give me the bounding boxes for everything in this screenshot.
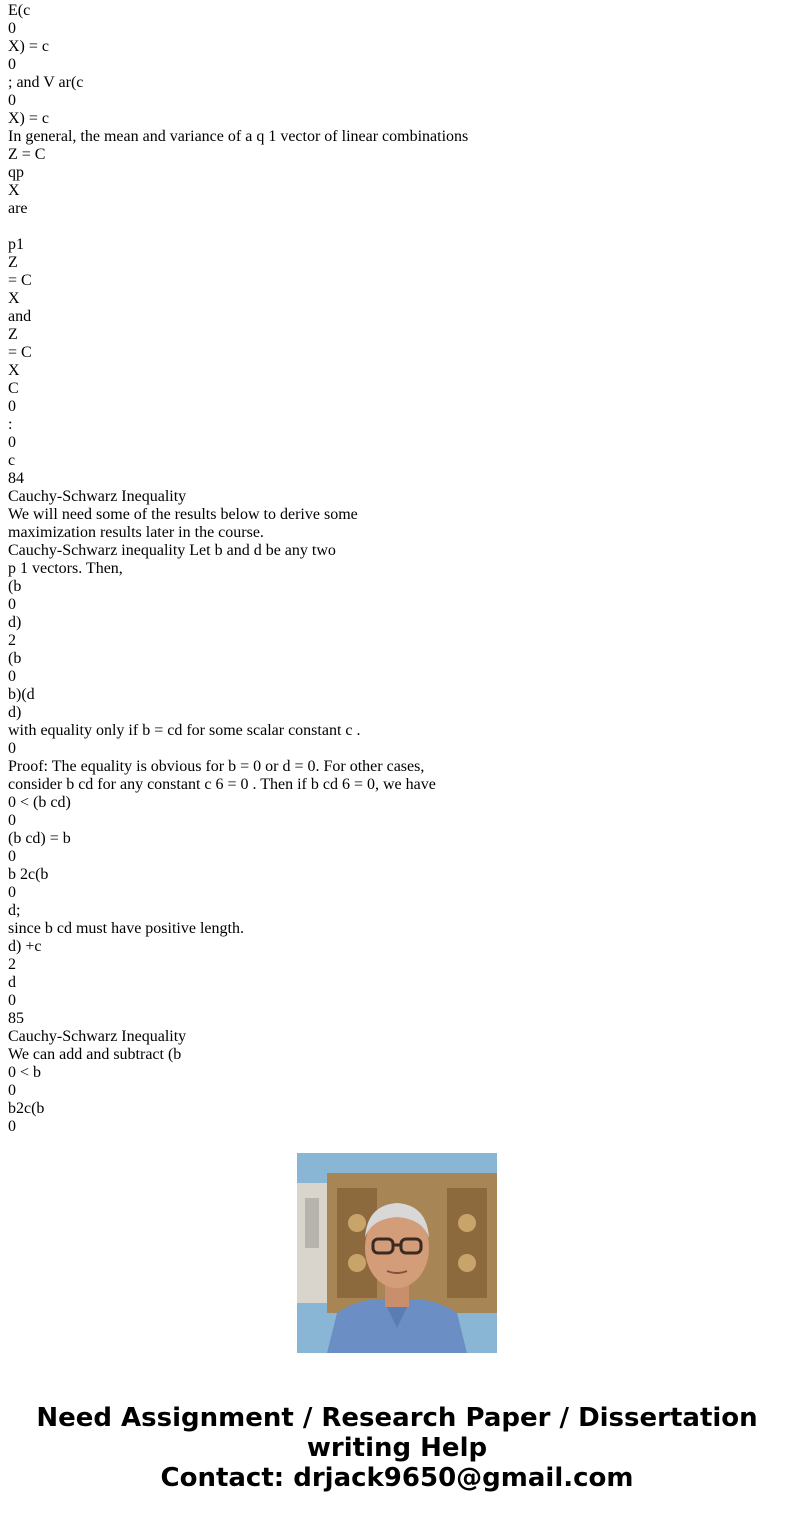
text-line: c (8, 452, 16, 469)
text-line: b 2c(b (8, 866, 49, 883)
text-line: X) = c (8, 38, 50, 55)
text-line: : (8, 416, 13, 433)
promo-headline: Need Assignment / Research Paper / Dissertation (36, 1403, 758, 1433)
text-line: d; (8, 902, 21, 919)
text-line: X (8, 182, 20, 199)
text-line: ; and V ar(c (8, 74, 84, 91)
text-line: 0 (8, 992, 16, 1009)
text-line: = C (8, 272, 32, 289)
text-line: qp (8, 164, 24, 181)
text-line: (b (8, 650, 22, 667)
text-line: are (8, 200, 28, 217)
text-line: = C (8, 344, 32, 361)
text-line: X) = c (8, 110, 50, 127)
text-line: 0 (8, 668, 16, 685)
text-line: 0 < b (8, 1064, 42, 1081)
text-line: 0 < (b cd) (8, 794, 71, 811)
text-line: 0 (8, 434, 16, 451)
text-line: 0 (8, 20, 16, 37)
text-line: We will need some of the results below to derive some (8, 506, 358, 523)
contact-email[interactable]: Contact: drjack9650@gmail.com (160, 1463, 634, 1493)
text-line (8, 218, 788, 236)
text-line: E(c (8, 2, 31, 19)
text-line: 2 (8, 632, 16, 649)
text-line: 84 (8, 470, 24, 487)
text-line: 0 (8, 1082, 16, 1099)
text-line: 85 (8, 1010, 24, 1027)
text-line: d) (8, 704, 22, 721)
text-line: and (8, 308, 32, 325)
text-line: since b cd must have positive length. (8, 920, 244, 937)
text-line: Z = C (8, 146, 46, 163)
text-line: d (8, 974, 16, 991)
text-line: Z (8, 326, 18, 343)
document-text (8, 2, 788, 1135)
text-line: 0 (8, 92, 16, 109)
text-line: consider b cd for any constant c 6 = 0 . Then if b cd 6 = 0, we have (8, 776, 436, 793)
text-line: 0 (8, 884, 16, 901)
text-line: d) (8, 614, 22, 631)
text-line: In general, the mean and variance of a q 1 vector of linear combinations (8, 128, 469, 145)
text-line: 0 (8, 848, 16, 865)
text-line: 0 (8, 812, 16, 829)
text-line: X (8, 362, 20, 379)
promo-subheadline: writing Help (306, 1433, 488, 1463)
text-line: p1 (8, 236, 24, 253)
text-line: 0 (8, 398, 16, 415)
text-line: with equality only if b = cd for some scalar constant c . (8, 722, 361, 739)
text-line: 0 (8, 596, 16, 613)
text-line: Cauchy-Schwarz Inequality (8, 488, 187, 505)
contact-banner (0, 1403, 794, 1493)
text-line: 0 (8, 1118, 16, 1135)
text-line: d) +c (8, 938, 42, 955)
text-line: C (8, 380, 19, 397)
text-line: We can add and subtract (b (8, 1046, 182, 1063)
person-photo-icon (297, 1153, 497, 1353)
text-line: b)(d (8, 686, 35, 703)
text-line: (b cd) = b (8, 830, 71, 847)
text-line: Proof: The equality is obvious for b = 0 or d = 0. For other cases, (8, 758, 425, 775)
text-line: Cauchy-Schwarz inequality Let b and d be any two (8, 542, 336, 559)
text-line: b2c(b (8, 1100, 45, 1117)
text-line: 2 (8, 956, 16, 973)
text-line: p 1 vectors. Then, (8, 560, 123, 577)
author-photo (297, 1153, 497, 1353)
text-line: 0 (8, 740, 16, 757)
text-line: Z (8, 254, 18, 271)
text-line: X (8, 290, 20, 307)
text-line: maximization results later in the course. (8, 524, 264, 541)
text-line: 0 (8, 56, 16, 73)
text-line: (b (8, 578, 22, 595)
text-line: Cauchy-Schwarz Inequality (8, 1028, 187, 1045)
